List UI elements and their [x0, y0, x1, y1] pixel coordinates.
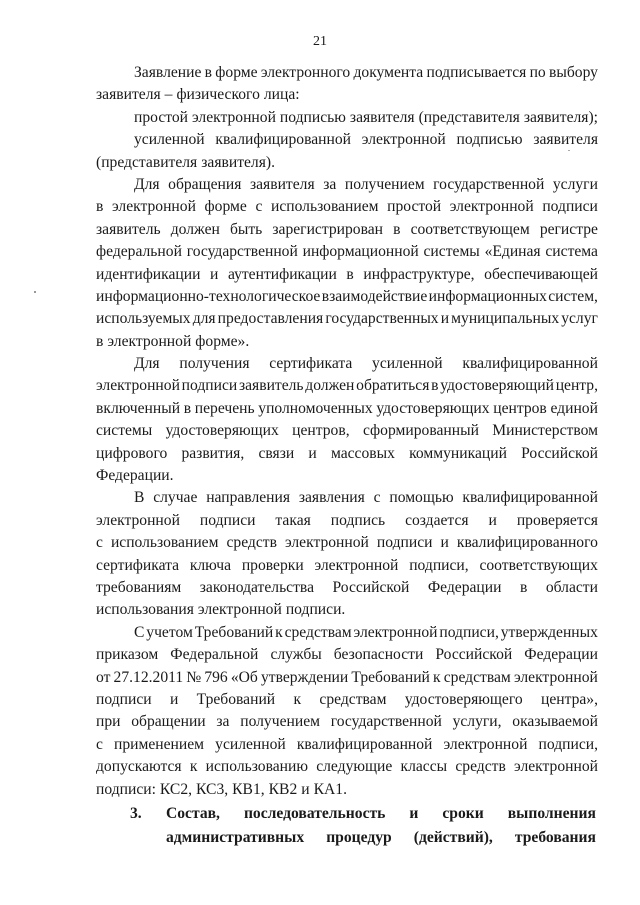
- word: форме: [215, 64, 258, 81]
- word: обратиться: [356, 377, 430, 395]
- word: перечень: [194, 399, 255, 417]
- word: создается: [405, 511, 469, 529]
- text-line: [96, 308, 598, 330]
- word: единой: [550, 399, 598, 417]
- text-line: [96, 599, 598, 621]
- word: средствам: [319, 690, 387, 708]
- word: форме».: [195, 332, 250, 350]
- text-line: [96, 644, 598, 666]
- word: сертификата: [269, 355, 353, 373]
- heading-word: административных: [166, 829, 305, 846]
- word: электронной: [361, 131, 446, 149]
- word: получением: [240, 713, 320, 731]
- word: Российской: [332, 578, 410, 596]
- word: систем,: [548, 287, 598, 305]
- word: лица:: [263, 86, 300, 104]
- text-line: [96, 622, 598, 644]
- word: инфраструктуре,: [363, 265, 475, 283]
- document-body: [96, 62, 598, 801]
- text-line: [96, 689, 598, 711]
- word: простой: [387, 198, 442, 216]
- word: подписи,: [409, 556, 469, 574]
- word: соответствующих: [479, 556, 598, 574]
- word: заявителя).: [201, 153, 275, 171]
- word: Требований: [196, 690, 276, 708]
- word: и: [440, 310, 450, 328]
- word: по: [529, 64, 546, 81]
- heading-word: Состав,: [166, 805, 220, 822]
- word: в: [519, 578, 528, 596]
- word: в: [204, 64, 213, 81]
- word: КА1.: [313, 780, 347, 798]
- word: Российской: [435, 646, 513, 664]
- text-line: [96, 555, 598, 577]
- word: Для: [134, 175, 160, 193]
- word: КС3,: [196, 780, 229, 798]
- text-line: [96, 353, 598, 375]
- word: в: [393, 220, 401, 238]
- word: электронной: [107, 332, 192, 350]
- word: услуги: [552, 175, 598, 193]
- word: электронной: [197, 601, 282, 619]
- word: (представителя: [418, 108, 520, 126]
- word: системы: [423, 243, 480, 261]
- word: получением: [344, 175, 425, 193]
- word: квалифицированной: [215, 131, 351, 149]
- word: для: [192, 310, 216, 328]
- word: подписью: [456, 131, 523, 149]
- word: обращении: [131, 713, 206, 731]
- text-line: [96, 510, 598, 532]
- text-line: [96, 107, 598, 129]
- word: подписи.: [285, 601, 346, 619]
- word: электронной: [96, 377, 180, 395]
- word: оказываемой: [512, 713, 598, 731]
- text-line: [96, 241, 598, 263]
- heading-word: выполнения: [507, 805, 596, 822]
- page-number: 21: [313, 34, 327, 49]
- word: к: [275, 623, 283, 641]
- word: Федерации: [427, 578, 502, 596]
- word: массовых: [330, 444, 395, 462]
- word: подписи,: [538, 735, 598, 753]
- text-line: [96, 286, 598, 308]
- word: регистре: [539, 220, 598, 238]
- word: выбору: [549, 64, 598, 81]
- word: заявитель: [96, 220, 161, 238]
- word: проверки: [241, 556, 304, 574]
- text-line: [96, 84, 598, 106]
- word: проверяется: [516, 511, 598, 529]
- word: федеральной: [96, 243, 182, 261]
- word: электронной: [284, 534, 369, 552]
- word: требованиям: [96, 578, 182, 596]
- word: система: [545, 243, 598, 261]
- word: подписи: [96, 690, 152, 708]
- word: Министерством: [492, 422, 598, 440]
- word: заявителя: [349, 108, 415, 126]
- word: Заявление: [134, 64, 202, 81]
- word: при: [96, 713, 121, 731]
- word: подписи: [376, 534, 433, 552]
- word: Федерации: [524, 646, 598, 664]
- word: коммуникаций: [409, 444, 507, 462]
- text-line: [96, 196, 598, 218]
- word: к: [189, 758, 198, 776]
- word: утвержденных: [500, 623, 598, 641]
- word: связи: [258, 444, 295, 462]
- heading-word: требования: [514, 829, 596, 846]
- word: и: [301, 780, 310, 798]
- word: использованием: [270, 198, 379, 216]
- text-line: [96, 443, 598, 465]
- word: услуг: [561, 310, 598, 328]
- word: электронного: [260, 64, 351, 81]
- text-line: [96, 264, 598, 286]
- word: цифрового: [96, 444, 168, 462]
- word: безопасности: [333, 646, 424, 664]
- word: государственной: [433, 175, 545, 193]
- word: Требований: [351, 668, 430, 686]
- word: заявителя: [533, 131, 598, 149]
- word: простой: [134, 108, 188, 126]
- word: средств: [226, 534, 277, 552]
- word: и: [488, 511, 497, 529]
- word: услуги,: [452, 713, 502, 731]
- word: усиленной: [134, 131, 205, 149]
- word: подписи: [181, 377, 238, 395]
- text-line: [96, 756, 598, 778]
- text-line: [96, 465, 598, 487]
- word: предоставления: [217, 310, 324, 328]
- word: Для: [134, 355, 160, 373]
- word: центр,: [555, 377, 598, 395]
- word: центров: [493, 399, 547, 417]
- word: центров,: [292, 422, 350, 440]
- text-line: [96, 152, 598, 174]
- section-heading: [130, 802, 596, 850]
- word: форме: [204, 198, 247, 216]
- word: к: [433, 668, 441, 686]
- word: «Об: [230, 668, 258, 686]
- text-line: [96, 331, 598, 353]
- word: информационно-технологическое: [96, 287, 321, 305]
- word: документа: [353, 64, 424, 81]
- word: усиленной: [215, 735, 286, 753]
- word: случае: [153, 489, 198, 507]
- section-number: 3.: [130, 805, 142, 822]
- word: –: [164, 86, 173, 104]
- word: развития,: [181, 444, 245, 462]
- word: Федерации.: [96, 467, 174, 485]
- word: государственных: [325, 310, 439, 328]
- text-line: [96, 711, 598, 733]
- word: подписи: [542, 198, 598, 216]
- word: Российской: [521, 444, 598, 462]
- paragraph: [96, 487, 598, 621]
- text-line: [96, 667, 598, 689]
- word: ключа: [189, 556, 232, 574]
- word: заявления: [298, 489, 365, 507]
- word: такая: [275, 511, 311, 529]
- word: с: [96, 735, 103, 753]
- word: помощью: [389, 489, 454, 507]
- word: сертификата: [96, 556, 180, 574]
- word: должен: [305, 377, 355, 395]
- word: электронной: [513, 668, 598, 686]
- word: №: [186, 668, 202, 686]
- word: электронной: [514, 758, 598, 776]
- word: обеспечивающей: [484, 265, 598, 283]
- section-heading-line-2: [166, 826, 596, 850]
- word: сформированный: [362, 422, 479, 440]
- text-line: [96, 174, 598, 196]
- word: электронной: [353, 623, 438, 641]
- word: средствам: [284, 623, 352, 641]
- word: допускаются: [96, 758, 182, 776]
- word: в: [431, 377, 439, 395]
- word: «Единая: [484, 243, 541, 261]
- paragraph: [96, 62, 598, 107]
- word: получения: [179, 355, 250, 373]
- word: подписывается: [426, 64, 527, 81]
- word: приказом: [96, 646, 159, 664]
- word: используемых: [96, 310, 191, 328]
- text-line: [96, 577, 598, 599]
- word: удостоверяющих: [165, 422, 279, 440]
- paragraph: [96, 107, 598, 129]
- word: в: [183, 399, 192, 417]
- word: информационной: [302, 243, 419, 261]
- word: подписи:: [96, 780, 156, 798]
- word: государственной: [186, 243, 298, 261]
- word: подпись: [330, 511, 386, 529]
- word: в: [346, 265, 354, 283]
- word: от: [96, 668, 111, 686]
- word: за: [323, 175, 337, 193]
- word: аутентификации: [227, 265, 337, 283]
- word: центра»,: [540, 690, 598, 708]
- word: электронной: [314, 556, 399, 574]
- paragraph: [96, 129, 598, 174]
- paragraph: [96, 353, 598, 487]
- word: соответствующем: [410, 220, 530, 238]
- word: квалифицированной: [296, 735, 433, 753]
- word: системы: [96, 422, 153, 440]
- heading-word: сроки: [442, 805, 484, 822]
- word: электронной: [443, 735, 528, 753]
- word: заявителя: [96, 86, 161, 104]
- word: квалифицированной: [462, 489, 598, 507]
- word: и: [210, 265, 219, 283]
- word: С: [134, 623, 145, 641]
- word: КВ2: [268, 780, 298, 798]
- word: электронной: [449, 198, 534, 216]
- word: с: [373, 489, 381, 507]
- text-line: [96, 487, 598, 509]
- word: быть: [229, 220, 263, 238]
- word: и: [169, 690, 179, 708]
- word: использования: [96, 601, 194, 619]
- word: классы: [400, 758, 448, 776]
- word: удостоверяющих: [376, 399, 490, 417]
- word: средств: [455, 758, 506, 776]
- word: заявитель: [238, 377, 304, 395]
- heading-word: процедур: [326, 829, 392, 846]
- word: информационных: [428, 287, 547, 305]
- word: утверждении: [260, 668, 349, 686]
- word: муниципальных: [451, 310, 560, 328]
- word: направления: [206, 489, 291, 507]
- word: идентификации: [96, 265, 201, 283]
- paragraph: [96, 174, 598, 353]
- word: в: [96, 332, 104, 350]
- word: должен: [170, 220, 220, 238]
- text-line: [96, 779, 598, 801]
- scan-speck: [568, 150, 570, 151]
- word: следующие: [316, 758, 393, 776]
- word: к: [293, 690, 302, 708]
- word: в: [96, 198, 104, 216]
- word: и: [440, 534, 449, 552]
- text-line: [96, 219, 598, 241]
- word: взаимодействие: [321, 287, 428, 305]
- word: удостоверяющего: [404, 690, 523, 708]
- text-line: [96, 734, 598, 756]
- text-line: [96, 375, 598, 397]
- heading-word: последовательность: [243, 805, 386, 822]
- heading-word: (действий),: [413, 829, 493, 846]
- word: электронной: [96, 511, 180, 529]
- word: Федеральной: [170, 646, 259, 664]
- word: удостоверяющий: [440, 377, 554, 395]
- word: за: [216, 713, 230, 731]
- word: обращения: [168, 175, 242, 193]
- text-line: [96, 398, 598, 420]
- word: законодательства: [199, 578, 314, 596]
- text-line: [96, 532, 598, 554]
- word: и: [308, 444, 317, 462]
- text-line: [96, 62, 598, 84]
- word: В: [134, 489, 145, 507]
- word: применением: [114, 735, 205, 753]
- word: включенный: [96, 399, 181, 417]
- word: КС2,: [159, 780, 193, 798]
- word: (представителя: [96, 153, 198, 171]
- paragraph: [96, 622, 598, 801]
- word: зарегистрирован: [272, 220, 384, 238]
- word: заявителя: [249, 175, 315, 193]
- word: квалифицированного: [456, 534, 598, 552]
- word: подписи: [199, 511, 256, 529]
- word: с: [255, 198, 263, 216]
- word: службы: [270, 646, 322, 664]
- word: средствам: [443, 668, 511, 686]
- word: 27.12.2011: [113, 668, 184, 686]
- word: государственной: [330, 713, 442, 731]
- word: использованием: [110, 534, 219, 552]
- word: усиленной: [372, 355, 443, 373]
- word: физического: [176, 86, 260, 104]
- word: уполномоченных: [258, 399, 373, 417]
- text-line: [96, 420, 598, 442]
- heading-word: и: [409, 805, 419, 822]
- word: квалифицированной: [462, 355, 598, 373]
- word: КВ1,: [232, 780, 265, 798]
- word: подписью: [279, 108, 346, 126]
- scan-speck: [34, 291, 36, 293]
- word: подписи,: [439, 623, 499, 641]
- word: использованию: [205, 758, 309, 776]
- word: области: [545, 578, 598, 596]
- word: учетом: [146, 623, 193, 641]
- text-line: [96, 129, 598, 151]
- word: электронной: [112, 198, 196, 216]
- word: с: [96, 534, 103, 552]
- word: заявителя);: [523, 108, 598, 126]
- section-heading-line-1: [166, 802, 596, 826]
- word: Требований: [194, 623, 274, 641]
- word: 796: [204, 668, 228, 686]
- word: электронной: [192, 108, 276, 126]
